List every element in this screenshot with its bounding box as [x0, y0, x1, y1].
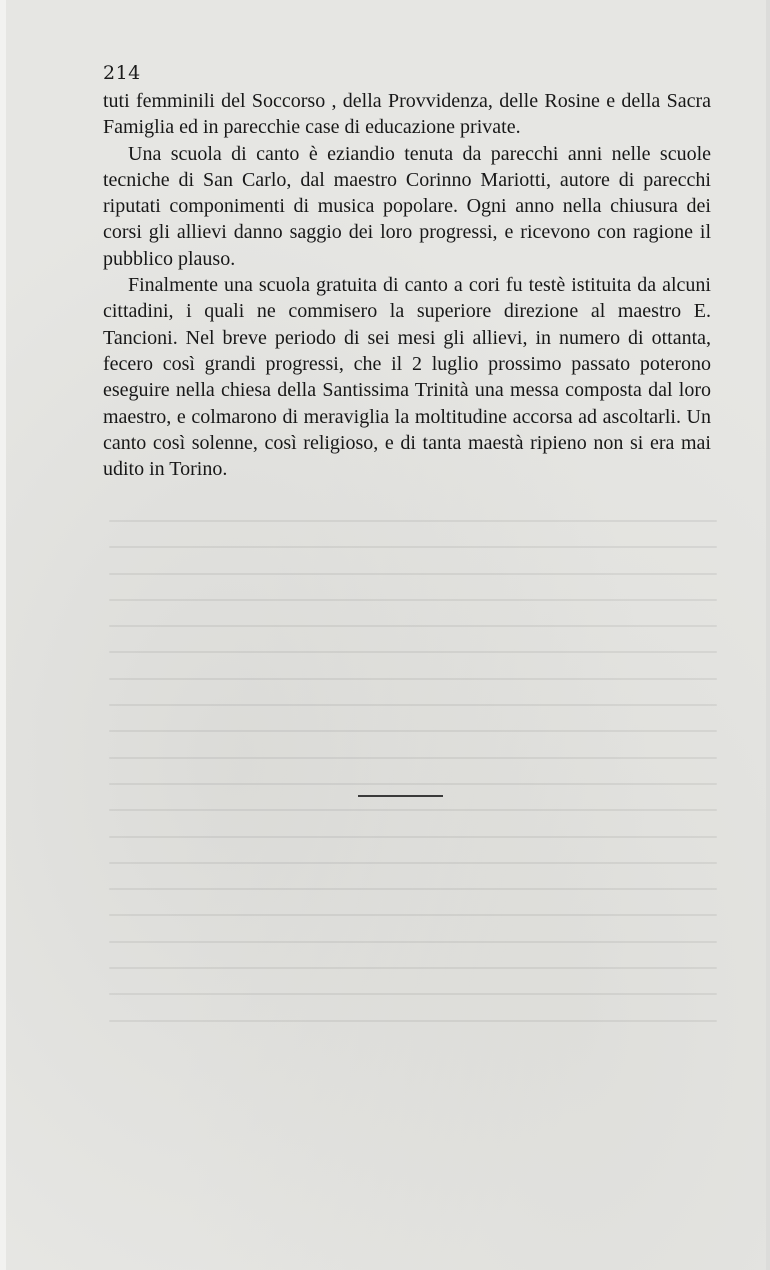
page-number: 214 — [103, 62, 141, 84]
paragraph-free-choir-school: Finalmente una scuola gratuita di canto a cori fu testè istituita da alcuni cittadini, i quali ne commisero la superiore direzione al maestro E. Tancioni. Nel breve periodo di sei mesi gli allievi, in numero di ottanta, fecero così grandi progressi, che il 2 luglio prossimo passato poterono eseguire nella chiesa della Santissima Trinità una messa composta dal loro maestro, e colmarono di meraviglia la moltitudine accorsa ad ascoltarli. Un canto così solenne, così religioso, e di tanta maestà ripieno non si era mai udito in Torino. — [103, 274, 711, 481]
section-divider — [358, 795, 443, 797]
body-text — [103, 88, 711, 482]
paragraph-continuation: tuti femminili del Soccorso , della Provvidenza, delle Rosine e della Sacra Famiglia ed in parecchie case di educazione private. — [103, 90, 711, 139]
paragraph-singing-school: Una scuola di canto è eziandio tenuta da parecchi anni nelle scuole tecniche di San Carlo, dal maestro Corinno Mariotti, autore di parecchi riputati componimenti di musica popolare. Ogni anno nella chiusura dei corsi gli allievi danno saggio dei loro progressi, e ricevono con ragione il pubblico plauso. — [103, 142, 711, 270]
show-through-text — [109, 520, 717, 1040]
